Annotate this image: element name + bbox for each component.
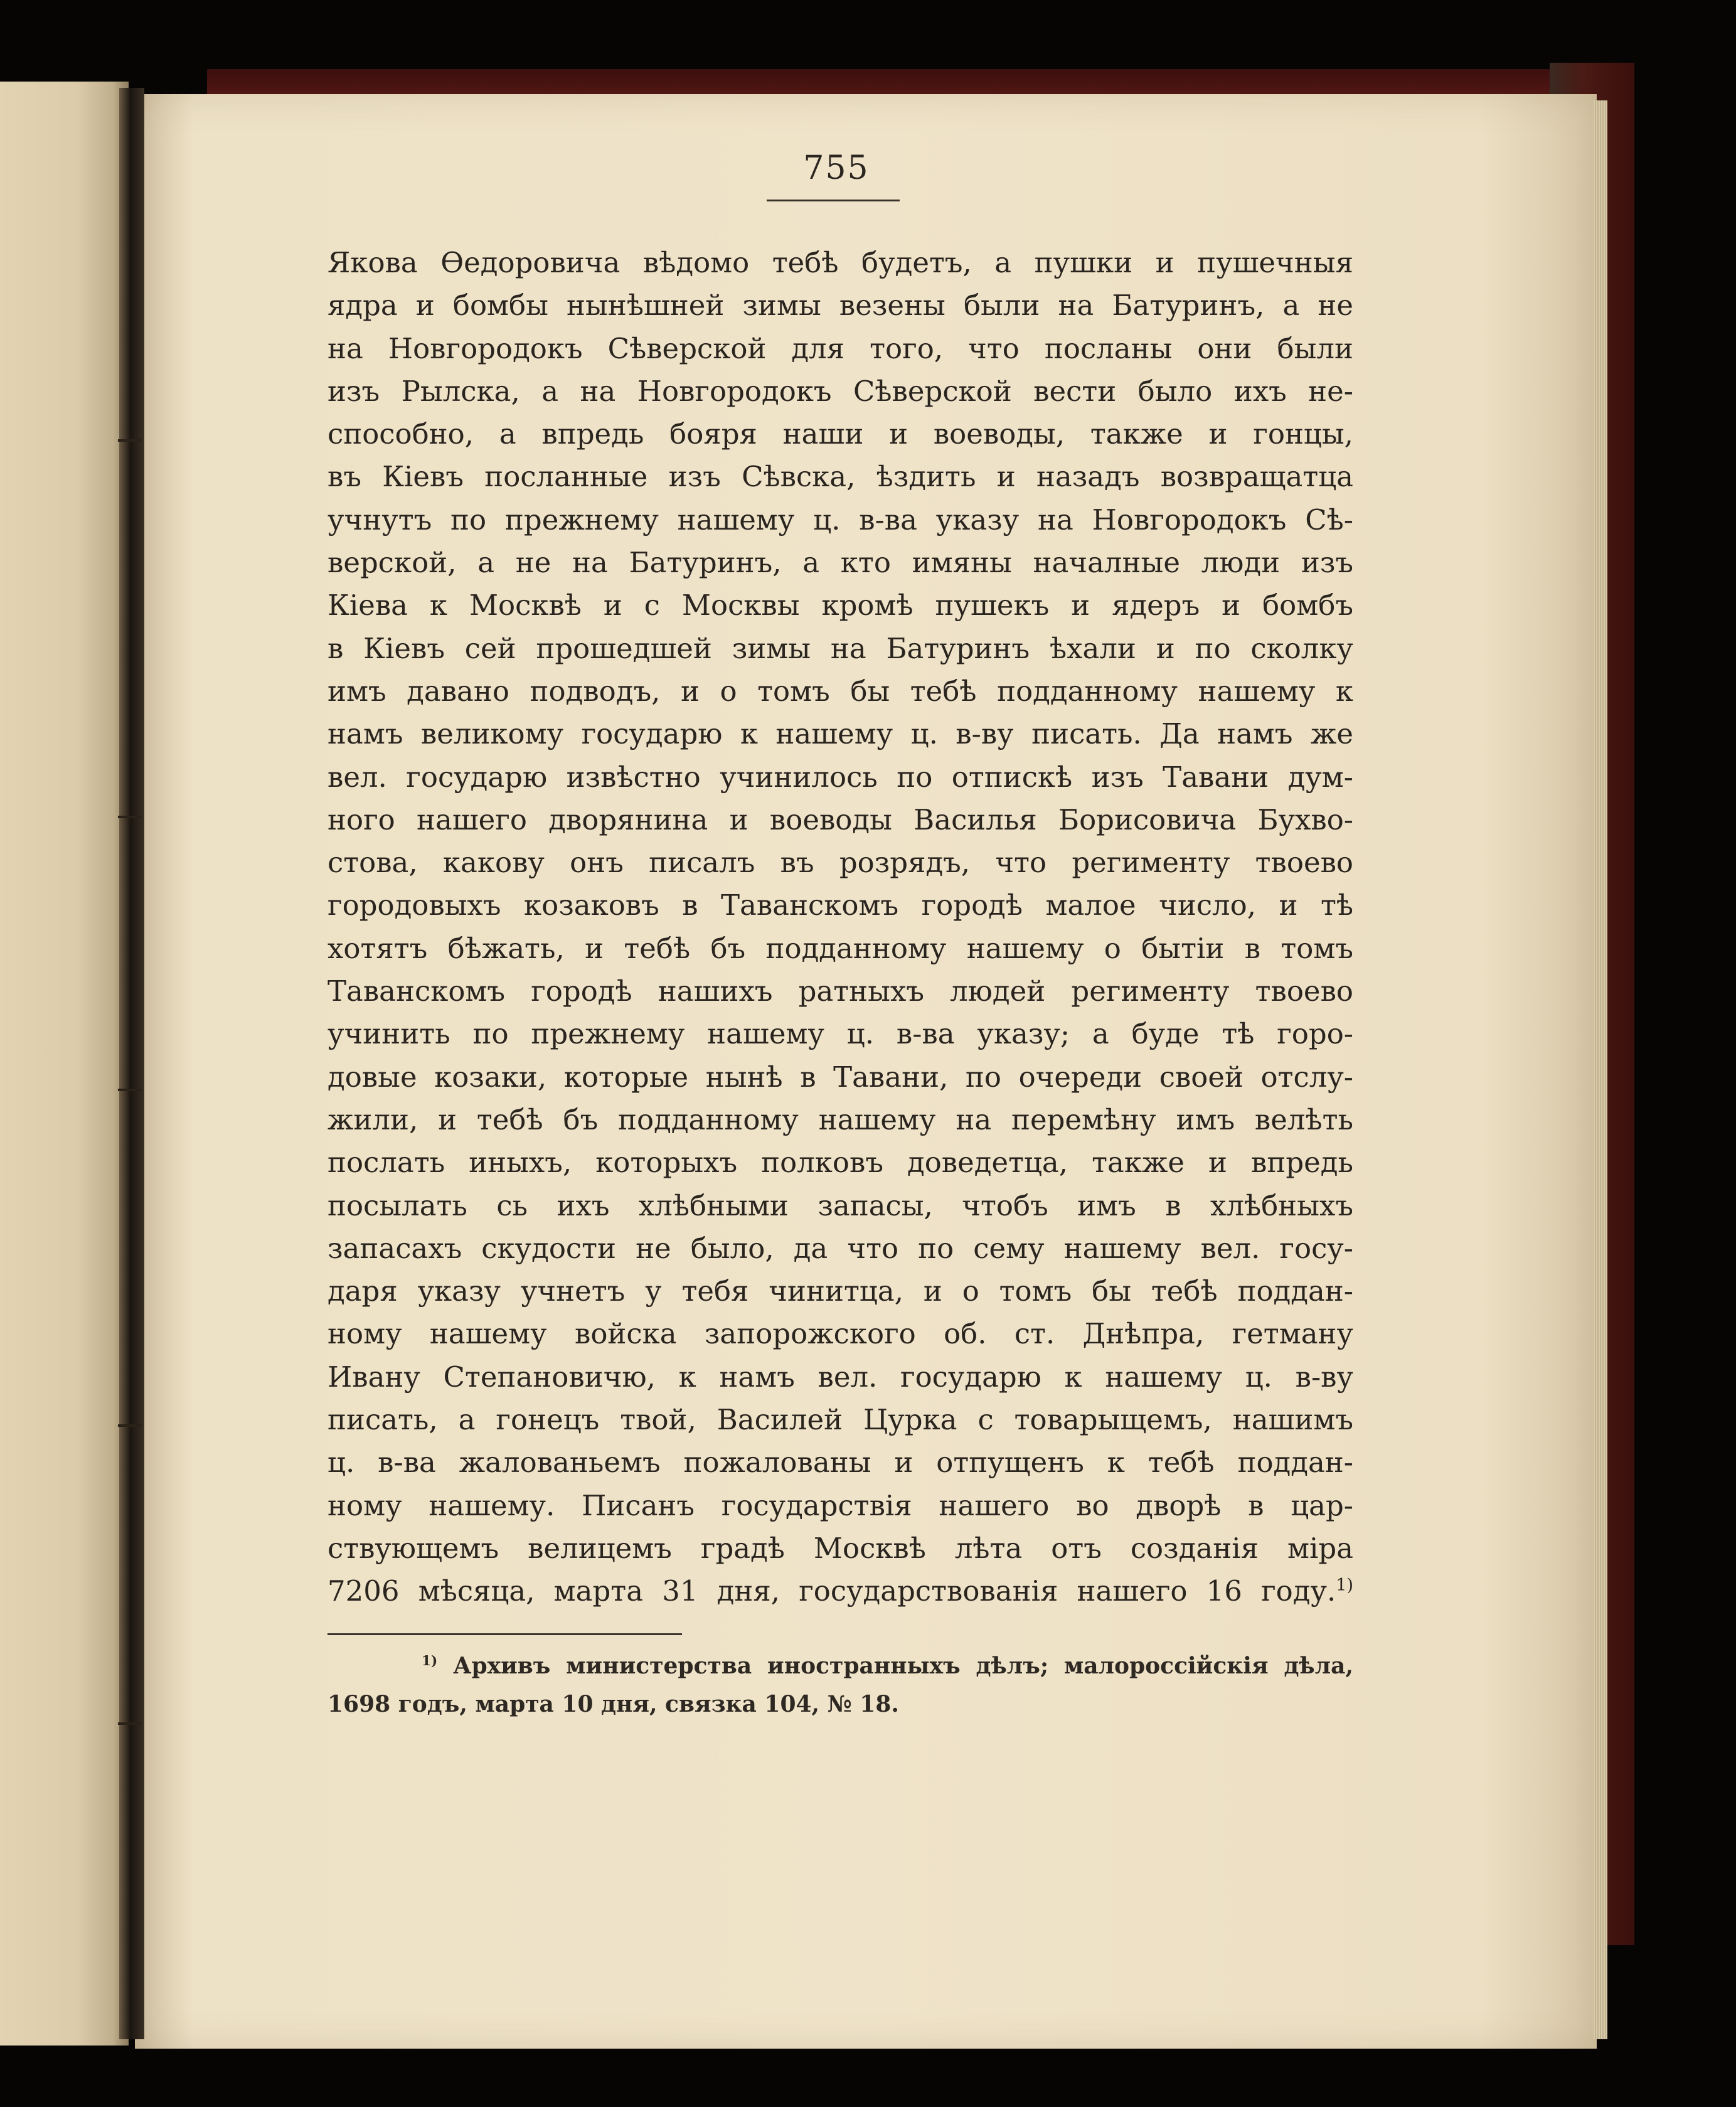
text-line: даря указу учнетъ у тебя чинитца, и о томъ бы тебѣ поддан- [327, 1274, 1353, 1308]
body-text [327, 242, 1353, 1613]
text-line: ного нашего дворянина и воеводы Василья Борисовича Бухво- [327, 803, 1353, 836]
text-line: вел. государю извѣстно учинилось по отпискѣ изъ Тавани дум- [327, 760, 1353, 794]
text-line: изъ Рылска, а на Новгородокъ Сѣверской вести было ихъ не- [327, 374, 1353, 408]
text-line: писать, а гонецъ твой, Василей Цурка с товарыщемъ, нашимъ [327, 1403, 1353, 1437]
text-line: намъ великому государю к нашему ц. в-ву писать. Да намъ же [327, 717, 1353, 751]
footnote-line: 1698 годъ, марта 10 дня, связка 104, № 18. [327, 1691, 899, 1717]
text-line: послать иныхъ, которыхъ полковъ доведетца, также и впредь [327, 1146, 1353, 1180]
footnote-reference: 1) [1336, 1576, 1353, 1596]
text-line: хотятъ бѣжать, и тебѣ бъ подданному нашему о бытіи в томъ [327, 931, 1353, 965]
text-line: ствующемъ велицемъ градѣ Москвѣ лѣта отъ созданія міра [327, 1531, 1353, 1565]
text-line: ц. в-ва жалованьемъ пожалованы и отпущенъ к тебѣ поддан- [327, 1446, 1353, 1480]
footnote-line [327, 1647, 1353, 1685]
text-line: в Кіевъ сей прошедшей зимы на Батуринъ ѣхали и по сколку [327, 631, 1353, 665]
text-line: посылать сь ихъ хлѣбными запасы, чтобъ имъ в хлѣбныхъ [327, 1188, 1353, 1222]
footnote-line-1-text: Архивъ министерства иностранныхъ дѣлъ; малороссійскія дѣла, [453, 1653, 1353, 1679]
text-line: городовыхъ козаковъ в Таванскомъ городѣ малое число, и тѣ [327, 888, 1353, 922]
page-number-rule [767, 200, 900, 201]
text-line: на Новгородокъ Сѣверской для того, что посланы они были [327, 331, 1353, 365]
text-line: Ивану Степановичю, к намъ вел. государю к нашему ц. в-ву [327, 1360, 1353, 1394]
footnote [327, 1647, 1353, 1724]
book-gutter [119, 88, 144, 2039]
text-line: учнутъ по прежнему нашему ц. в-ва указу на Новгородокъ Сѣ- [327, 503, 1353, 536]
left-page [0, 82, 129, 2046]
text-line: запасахъ скудости не было, да что по сему нашему вел. госу- [327, 1231, 1353, 1265]
text-line: ному нашему войска запорожского об. ст. Днѣпра, гетману [327, 1317, 1353, 1351]
text-line: Таванскомъ городѣ нашихъ ратныхъ людей регименту твоево [327, 974, 1353, 1008]
text-line: жили, и тебѣ бъ подданному нашему на перемѣну имъ велѣть [327, 1102, 1353, 1136]
text-line: Кіева к Москвѣ и с Москвы кромѣ пушекъ и ядеръ и бомбъ [327, 589, 1353, 622]
page-number: 755 [803, 149, 870, 187]
text-line: Якова Өедоровича вѣдомо тебѣ будетъ, а пушки и пушечныя [327, 246, 1353, 279]
text-line: ядра и бомбы нынѣшней зимы везены были на Батуринъ, а не [327, 289, 1353, 323]
text-line: верской, а не на Батуринъ, а кто имяны началные люди изъ [327, 546, 1353, 580]
page-block-edge [1594, 100, 1607, 2039]
binding-stitch [118, 439, 142, 442]
text-line-last-content: 7206 мѣсяца, марта 31 дня, государствованія нашего 16 году. [327, 1574, 1336, 1608]
text-line-last [327, 1570, 1353, 1613]
text-line: ному нашему. Писанъ государствія нашего во дворѣ в цар- [327, 1488, 1353, 1522]
text-line: учинить по прежнему нашему ц. в-ва указу; а буде тѣ горо- [327, 1017, 1353, 1051]
text-line: способно, а впредь бояря наши и воеводы, также и гонцы, [327, 417, 1353, 451]
footnote-marker: 1) [422, 1653, 438, 1669]
text-line: стова, какову онъ писалъ въ розрядъ, что регименту твоево [327, 846, 1353, 880]
text-line: довые козаки, которые нынѣ в Тавани, по очереди своей отслу- [327, 1060, 1353, 1094]
binding-stitch [118, 1722, 142, 1725]
binding-stitch [118, 816, 142, 818]
footnote-rule [327, 1633, 682, 1635]
binding-stitch [118, 1089, 142, 1091]
text-line: въ Кіевъ посланные изъ Сѣвска, ѣздить и назадъ возвращатца [327, 460, 1353, 494]
text-line: имъ давано подводъ, и о томъ бы тебѣ подданному нашему к [327, 674, 1353, 708]
binding-stitch [118, 1424, 142, 1427]
